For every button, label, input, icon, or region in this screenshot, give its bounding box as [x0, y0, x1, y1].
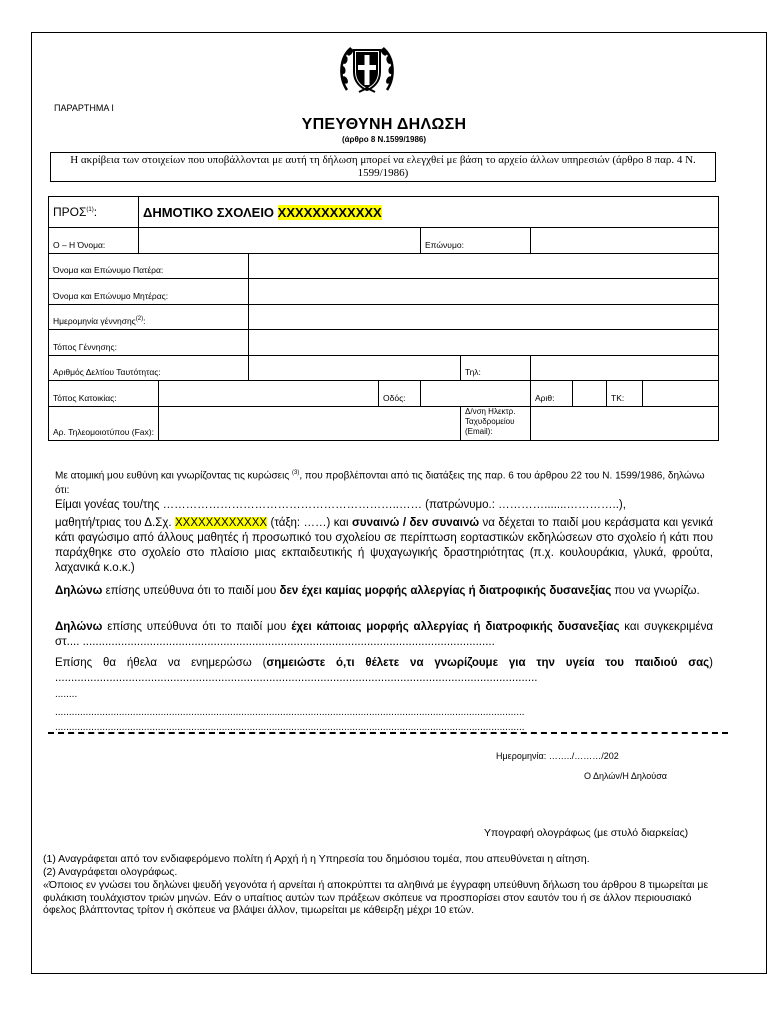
- mother-name-label: Όνομα και Επώνυμο Μητέρας:: [49, 279, 249, 305]
- postal-code-label: ΤΚ:: [607, 381, 643, 407]
- declarant-label: Ο Δηλών/Η Δηλούσα: [584, 771, 667, 781]
- fax-field[interactable]: [159, 406, 461, 440]
- father-name-field[interactable]: [249, 253, 719, 279]
- residence-label: Τόπος Κατοικίας:: [49, 381, 159, 407]
- birth-date-field[interactable]: [249, 304, 719, 330]
- personal-details-form: [48, 196, 719, 441]
- page-subtitle: (άρθρο 8 Ν.1599/1986): [341, 135, 427, 144]
- id-number-field[interactable]: [249, 355, 461, 381]
- mother-name-field[interactable]: [249, 279, 719, 305]
- no-allergy-paragraph: Δηλώνω επίσης υπεύθυνα ότι το παιδί μου δεν έχει καμίας μορφής αλλεργίας ή διατροφικής δυσανεξίας που να γνωρίζω.: [55, 585, 700, 597]
- student-school-placeholder[interactable]: XXXXXXXXXXXX: [175, 517, 268, 529]
- residence-field[interactable]: [159, 381, 379, 407]
- last-name-field[interactable]: [531, 228, 719, 254]
- notes-line-1[interactable]: ........: [55, 689, 78, 700]
- last-name-label: Επώνυμο:: [421, 228, 531, 254]
- declaration-intro: Με ατομική μου ευθύνη και γνωρίζοντας τις κυρώσεις $^{(3)}$, που προβλέπονται από τις διατάξεις της παρ. 6 του άρθρου 22 του Ν. 1599/1986, δηλώνω ότι:: [55, 470, 705, 497]
- accuracy-notice: Η ακρίβεια των στοιχείων που υποβάλλονται με αυτή τη δήλωση μπορεί να ελεγχθεί με βάση το αρχείο άλλων υπηρεσιών (άρθρο 8 παρ. 4 Ν. 1599/1986): [50, 152, 716, 182]
- to-label: ΠΡΟΣ$^{(1)}$:: [49, 197, 139, 228]
- health-info-paragraph: Επίσης θα ήθελα να ενημερώσω (σημειώστε ό,τι θέλετε να γνωρίζουμε για την υγεία του παιδιού σας) .......................................................................................................................................................: [55, 657, 713, 684]
- email-label: Δ/νση Ηλεκτρ. Ταχυδρομείου (Email):: [461, 406, 531, 440]
- street-field[interactable]: [421, 381, 531, 407]
- notes-line-2[interactable]: .........................................................................................................................................................................: [55, 707, 525, 718]
- fax-label: Αρ. Τηλεομοιοτύπου (Fax):: [49, 406, 159, 440]
- to-field[interactable]: ΔΗΜΟΤΙΚΟ ΣΧΟΛΕΙΟ XXXXXXXXXXXX: [139, 197, 719, 228]
- number-field[interactable]: [573, 381, 607, 407]
- birth-place-field[interactable]: [249, 330, 719, 356]
- father-name-label: Όνομα και Επώνυμο Πατέρα:: [49, 253, 249, 279]
- page-title: ΥΠΕΥΘΥΝΗ ΔΗΛΩΣΗ: [301, 116, 467, 133]
- first-name-field[interactable]: [139, 228, 421, 254]
- school-name-placeholder[interactable]: XXXXXXXXXXXX: [277, 204, 382, 220]
- dashed-divider: [48, 732, 728, 738]
- parent-line: Είμαι γονέας του/της ……………………………………………………..…… (πατρώνυμο.: ………….......…………..),: [55, 499, 626, 511]
- allergy-paragraph: Δηλώνω επίσης υπεύθυνα ότι το παιδί μου έχει κάποιας μορφής αλλεργίας ή διατροφικής δυσανεξίας και συγκεκριμένα στ.... .................................................................................................................................: [55, 621, 714, 648]
- phone-field[interactable]: [531, 355, 719, 381]
- signature-label: Υπογραφή ολογράφως (με στυλό διαρκείας): [484, 827, 689, 839]
- email-field[interactable]: [531, 406, 719, 440]
- birth-date-label: Ημερομηνία γέννησης$^{(2)}$:: [49, 304, 249, 330]
- id-number-label: Αριθμός Δελτίου Ταυτότητας:: [49, 355, 249, 381]
- notes-line-3[interactable]: .........................................................................................................................................................................: [55, 722, 525, 733]
- number-label: Αριθ:: [531, 381, 573, 407]
- footnote-3: «Όποιος εν γνώσει του δηλώνει ψευδή γεγονότα ή αρνείται ή αποκρύπτει τα αληθινά με έγγραφη υπεύθυνη δήλωση του άρθρου 8 τιμωρείται με φυλάκιση τουλάχιστον τριών μηνών. Εάν ο υπαίτιος αυτών των πράξεων σκόπευε να προσπορίσει στον εαυτόν του ή σε άλλον περιουσιακό όφελος βλάπτοντας τρίτον ή σκόπευε να βλάψει άλλον, τιμωρείται με κάθειρξη μέχρι 10 ετών.: [43, 879, 709, 916]
- birth-place-label: Τόπος Γέννησης:: [49, 330, 249, 356]
- footnote-2: (2) Αναγράφεται ολογράφως.: [43, 866, 178, 878]
- greek-coat-of-arms-icon: [337, 40, 397, 96]
- date-line[interactable]: Ημερομηνία: ……../………/202: [496, 751, 619, 761]
- phone-label: Τηλ:: [461, 355, 531, 381]
- street-label: Οδός:: [379, 381, 421, 407]
- footnote-1: (1) Αναγράφεται από τον ενδιαφερόμενο πολίτη ή Αρχή ή η Υπηρεσία του δημόσιου τομέα, που απευθύνεται η αίτηση.: [43, 853, 590, 865]
- annex-label: ΠΑΡΑΡΤΗΜΑ Ι: [54, 103, 114, 113]
- first-name-label: Ο – Η Όνομα:: [49, 228, 139, 254]
- consent-paragraph: μαθητή/τριας του Δ.Σχ. XXXXXXXXXXXX (τάξη: ……) και συναινώ / δεν συναινώ να δέχεται το παιδί μου κεράσματα και γενικά κάτι φαγώσιμο από άλλους μαθητές ή προσωπικό του σχολείου σε περίπτωση εορταστικών εκδηλώσεων στο σχολείο ή κάτι που παράχθηκε στο σχολείο στο πλαίσιο μιας εκπαιδευτικής ή ψυχαγωγικής δραστηριότητας (π.χ. κουλουράκια, γλυκά, φρούτα, λαχανικά κ.ο.κ.): [55, 517, 713, 574]
- postal-code-field[interactable]: [643, 381, 719, 407]
